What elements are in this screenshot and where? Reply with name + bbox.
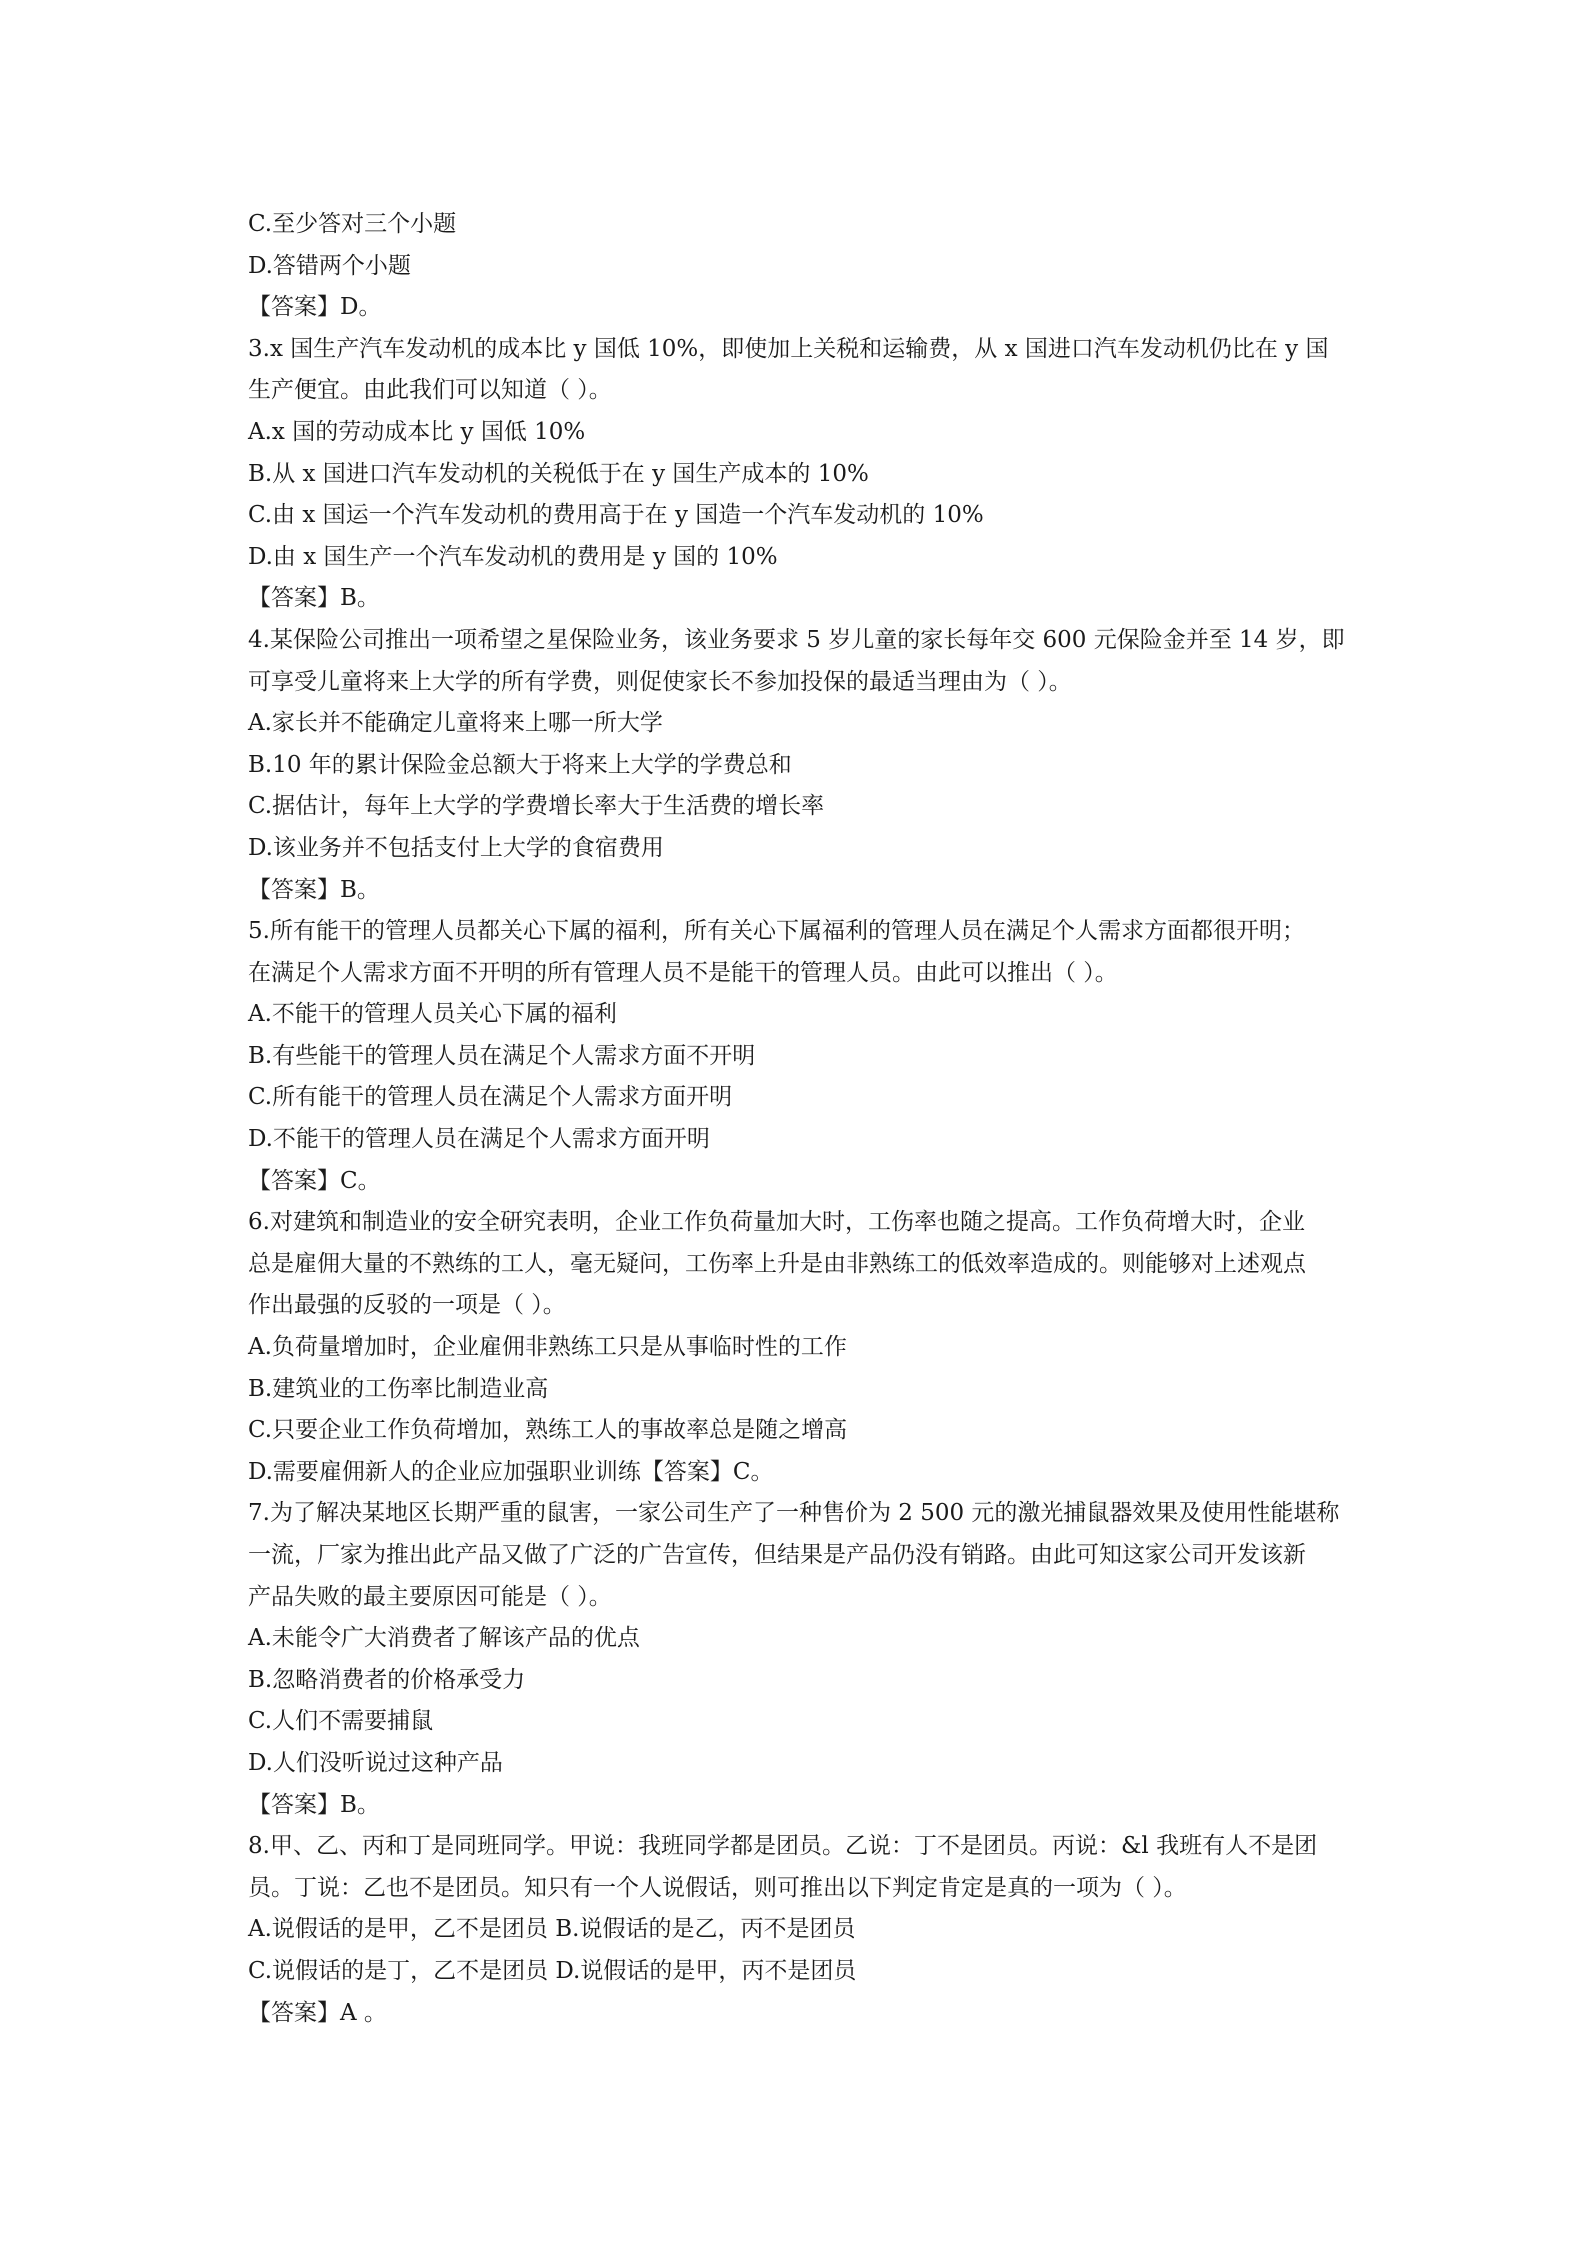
- answer-line: 【答案】B。: [248, 1791, 380, 1818]
- question-7-text: 产品失败的最主要原因可能是（ ）。: [248, 1583, 612, 1610]
- answer-line: 【答案】D。: [248, 294, 382, 321]
- option-line: A.说假话的是甲，乙不是团员 B.说假话的是乙，丙不是团员: [248, 1916, 856, 1943]
- answer-line: 【答案】A 。: [248, 1999, 387, 2026]
- question-6-text: 总是雇佣大量的不熟练的工人，毫无疑问，工伤率上升是由非熟练工的低效率造成的。则能够对上述观点: [248, 1250, 1306, 1277]
- answer-line: 【答案】C。: [248, 1167, 381, 1194]
- option-line: D.不能干的管理人员在满足个人需求方面开明: [248, 1126, 710, 1153]
- document-body: [248, 204, 1348, 2034]
- text-line: D.答错两个小题: [248, 252, 411, 279]
- question-7-text: 一流，厂家为推出此产品又做了广泛的广告宣传，但结果是产品仍没有销路。由此可知这家公司开发该新: [248, 1542, 1306, 1568]
- option-line: A.家长并不能确定儿童将来上哪一所大学: [248, 710, 663, 737]
- option-line: D.由 x 国生产一个汽车发动机的费用是 y 国的 10%: [248, 543, 778, 570]
- question-6-text: 6.对建筑和制造业的安全研究表明，企业工作负荷量加大时，工伤率也随之提高。工作负荷增大时，企业: [248, 1209, 1305, 1236]
- question-4-text: 可享受儿童将来上大学的所有学费，则促使家长不参加投保的最适当理由为（ ）。: [248, 668, 1072, 695]
- option-line: C.据估计，每年上大学的学费增长率大于生活费的增长率: [248, 793, 825, 820]
- option-line: D.人们没听说过这种产品: [248, 1749, 503, 1776]
- question-4-text: 4.某保险公司推出一项希望之星保险业务，该业务要求 5 岁儿童的家长每年交 600 元保险金并至 14 岁，即: [248, 626, 1345, 653]
- option-line: B.10 年的累计保险金总额大于将来上大学的学费总和: [248, 751, 792, 778]
- answer-line: 【答案】B。: [248, 585, 380, 612]
- option-line: B.从 x 国进口汽车发动机的关税低于在 y 国生产成本的 10%: [248, 460, 869, 487]
- answer-line: 【答案】B。: [248, 876, 380, 903]
- option-line: A.负荷量增加时，企业雇佣非熟练工只是从事临时性的工作: [248, 1334, 847, 1361]
- option-line: C.由 x 国运一个汽车发动机的费用高于在 y 国造一个汽车发动机的 10%: [248, 502, 984, 529]
- question-7-text: 7.为了解决某地区长期严重的鼠害，一家公司生产了一种售价为 2 500 元的激光捕鼠器效果及使用性能堪称: [248, 1500, 1340, 1527]
- option-line: B.忽略消费者的价格承受力: [248, 1666, 526, 1693]
- option-line: B.有些能干的管理人员在满足个人需求方面不开明: [248, 1042, 756, 1069]
- question-5-text: 在满足个人需求方面不开明的所有管理人员不是能干的管理人员。由此可以推出（ ）。: [248, 959, 1118, 986]
- option-line: D.该业务并不包括支付上大学的食宿费用: [248, 834, 664, 861]
- question-8-text: 8.甲、乙、丙和丁是同班同学。甲说：我班同学都是团员。乙说：丁不是团员。丙说：&l 我班有人不是团: [248, 1833, 1318, 1860]
- option-line: A.不能干的管理人员关心下属的福利: [248, 1001, 617, 1028]
- question-8-text: 员。丁说：乙也不是团员。知只有一个人说假话，则可推出以下判定肯定是真的一项为（ ）。: [248, 1874, 1187, 1901]
- text-line: C.至少答对三个小题: [248, 211, 457, 237]
- option-line: B.建筑业的工伤率比制造业高: [248, 1375, 549, 1402]
- option-line: C.人们不需要捕鼠: [248, 1708, 434, 1735]
- option-line: C.只要企业工作负荷增加，熟练工人的事故率总是随之增高: [248, 1417, 848, 1444]
- question-3-text: 生产便宜。由此我们可以知道（ ）。: [248, 377, 612, 404]
- option-line: D.需要雇佣新人的企业应加强职业训练【答案】C。: [248, 1458, 774, 1485]
- question-3-text: 3.x 国生产汽车发动机的成本比 y 国低 10%，即使加上关税和运输费，从 x 国进口汽车发动机仍比在 y 国: [248, 335, 1329, 362]
- question-5-text: 5.所有能干的管理人员都关心下属的福利，所有关心下属福利的管理人员在满足个人需求方面都很开明；: [248, 918, 1305, 945]
- question-6-text: 作出最强的反驳的一项是（ ）。: [248, 1292, 566, 1319]
- option-line: A.未能令广大消费者了解该产品的优点: [248, 1625, 640, 1652]
- option-line: C.所有能干的管理人员在满足个人需求方面开明: [248, 1084, 733, 1111]
- option-line: A.x 国的劳动成本比 y 国低 10%: [248, 418, 586, 445]
- option-line: C.说假话的是丁，乙不是团员 D.说假话的是甲，丙不是团员: [248, 1957, 857, 1984]
